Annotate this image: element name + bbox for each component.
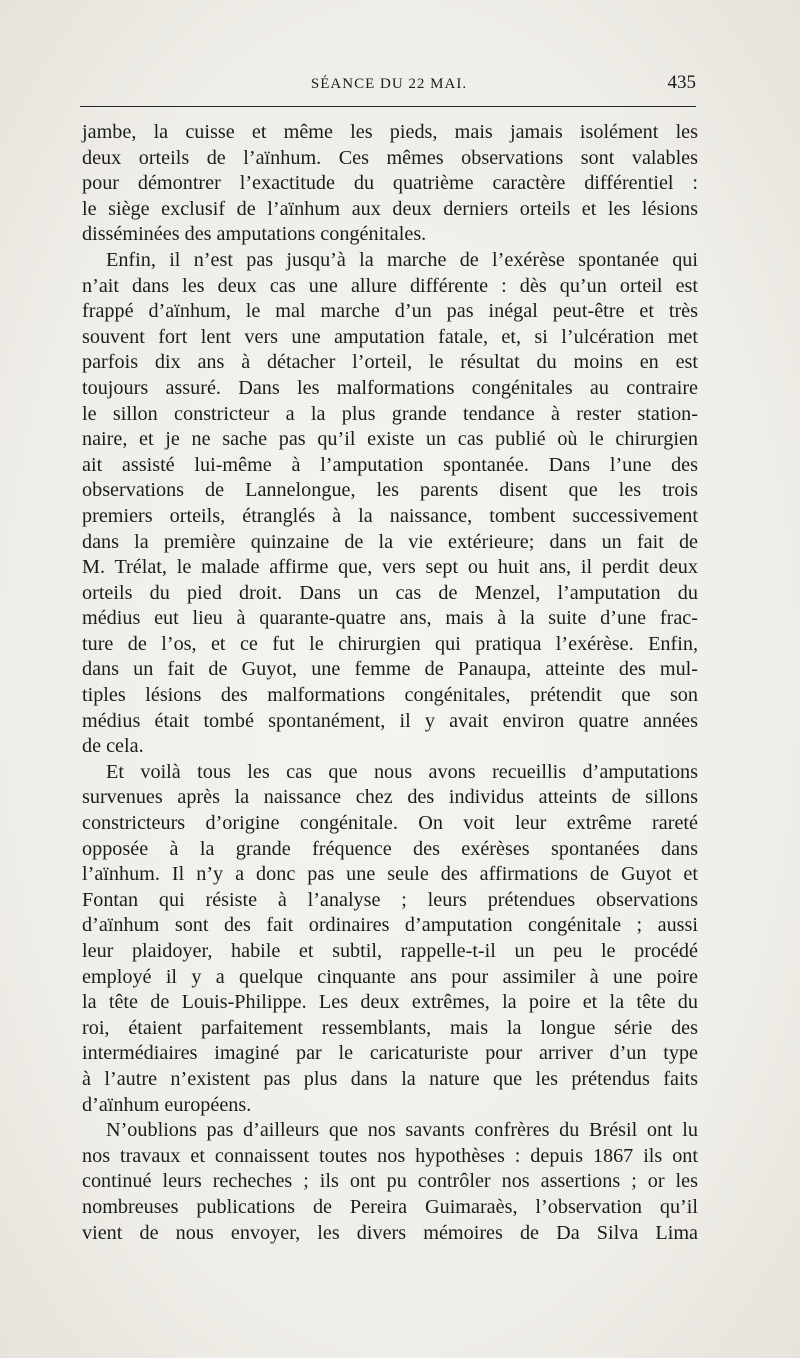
text-line: nos travaux et connaissent toutes nos hypothèses : depuis 1867 ils ont <box>82 1144 698 1167</box>
text-line: souvent fort lent vers une amputation fatale, et, si l’ulcération met <box>82 325 698 348</box>
text-line: tiples lésions des malformations congénitales, prétendit que son <box>82 684 698 707</box>
text-line: constricteurs d’origine congénitale. On voit leur extrême rareté <box>82 812 698 835</box>
text-line: parfois dix ans à détacher l’orteil, le résultat du moins en est <box>82 351 698 374</box>
text-line: N’oublions pas d’ailleurs que nos savants confrères du Brésil ont lu <box>106 1119 698 1142</box>
page-header <box>82 72 696 98</box>
text-line: médius eut lieu à quarante-quatre ans, mais à la suite d’une frac- <box>82 607 698 630</box>
running-head: SÉANCE DU 22 MAI. <box>310 76 468 92</box>
text-line: dans un fait de Guyot, une femme de Panaupa, atteinte des mul- <box>82 658 698 681</box>
text-line: deux orteils de l’aïnhum. Ces mêmes observations sont valables <box>82 146 698 169</box>
text-line: toujours assuré. Dans les malformations congénitales au contraire <box>82 376 698 399</box>
text-line: roi, étaient parfaitement ressemblants, mais la longue série des <box>82 1016 698 1039</box>
text-line: jambe, la cuisse et même les pieds, mais jamais isolément les <box>82 121 698 143</box>
text-line: ait assisté lui-même à l’amputation spontanée. Dans l’une des <box>82 453 698 476</box>
text-line: pour démontrer l’exactitude du quatrième caractère différentiel : <box>82 172 698 195</box>
paragraph-2 <box>82 248 698 760</box>
text-line: le sillon constricteur a la plus grande tendance à rester station- <box>82 402 698 425</box>
body-text <box>82 120 698 1246</box>
text-line: ture de l’os, et ce fut le chirurgien qui pratiqua l’exérèse. Enfin, <box>82 632 698 655</box>
text-line: leur plaidoyer, habile et subtil, rappelle-t-il un peu le procédé <box>82 940 698 962</box>
text-line: médius était tombé spontanément, il y avait environ quatre années <box>82 709 698 732</box>
text-line: observations de Lannelongue, les parents disent que les trois <box>82 479 698 502</box>
text-line: n’ait dans les deux cas une allure différente : dès qu’un orteil est <box>82 274 698 297</box>
text-line: Enfin, il n’est pas jusqu’à la marche de l’exérèse spontanée qui <box>106 248 698 271</box>
text-line: d’aïnhum sont des fait ordinaires d’amputation congénitale ; aussi <box>82 914 698 937</box>
text-line: Et voilà tous les cas que nous avons recueillis d’amputations <box>106 760 698 783</box>
text-line: orteils du pied droit. Dans un cas de Menzel, l’amputation du <box>82 581 698 604</box>
header-rule <box>80 106 696 107</box>
text-line: la tête de Louis-Philippe. Les deux extrêmes, la poire et la tête du <box>82 991 698 1014</box>
text-line: nombreuses publications de Pereira Guimaraès, l’observation qu’il <box>82 1195 698 1218</box>
paragraph-3 <box>82 760 698 1118</box>
text-line: à l’autre n’existent pas plus dans la nature que les prétendus faits <box>82 1067 698 1090</box>
text-line: le siège exclusif de l’aïnhum aux deux derniers orteils et les lésions <box>82 197 698 220</box>
text-line: intermédiaires imaginé par le caricaturiste pour arriver d’un type <box>82 1042 698 1065</box>
text-line: employé il y a quelque cinquante ans pour assimiler à une poire <box>82 965 698 988</box>
text-line: premiers orteils, étranglés à la naissance, tombent successivement <box>82 504 698 527</box>
text-line: M. Trélat, le malade affirme que, vers sept ou huit ans, il perdit deux <box>82 556 698 579</box>
paragraph-4 <box>82 1118 698 1246</box>
text-line: frappé d’aïnhum, le mal marche d’un pas inégal peut-être et très <box>82 300 698 323</box>
text-line: naire, et je ne sache pas qu’il existe un cas publié où le chirurgien <box>82 428 698 451</box>
text-line: continué leurs recheches ; ils ont pu contrôler nos assertions ; or les <box>82 1170 698 1193</box>
text-line: disséminées des amputations congénitales. <box>82 223 427 246</box>
paragraph-1 <box>82 120 698 248</box>
text-line: dans la première quinzaine de la vie extérieure; dans un fait de <box>82 530 698 553</box>
text-line: vient de nous envoyer, les divers mémoires de Da Silva Lima <box>82 1221 698 1244</box>
text-line: Fontan qui résiste à l’analyse ; leurs prétendues observations <box>82 888 698 911</box>
text-line: l’aïnhum. Il n’y a donc pas une seule des affirmations de Guyot et <box>82 863 698 886</box>
text-line: de cela. <box>82 735 144 758</box>
text-line: d’aïnhum européens. <box>82 1093 252 1116</box>
text-line: opposée à la grande fréquence des exérèses spontanées dans <box>82 837 698 860</box>
page-number: 435 <box>667 72 696 93</box>
text-line: survenues après la naissance chez des individus atteints de sillons <box>82 786 698 809</box>
